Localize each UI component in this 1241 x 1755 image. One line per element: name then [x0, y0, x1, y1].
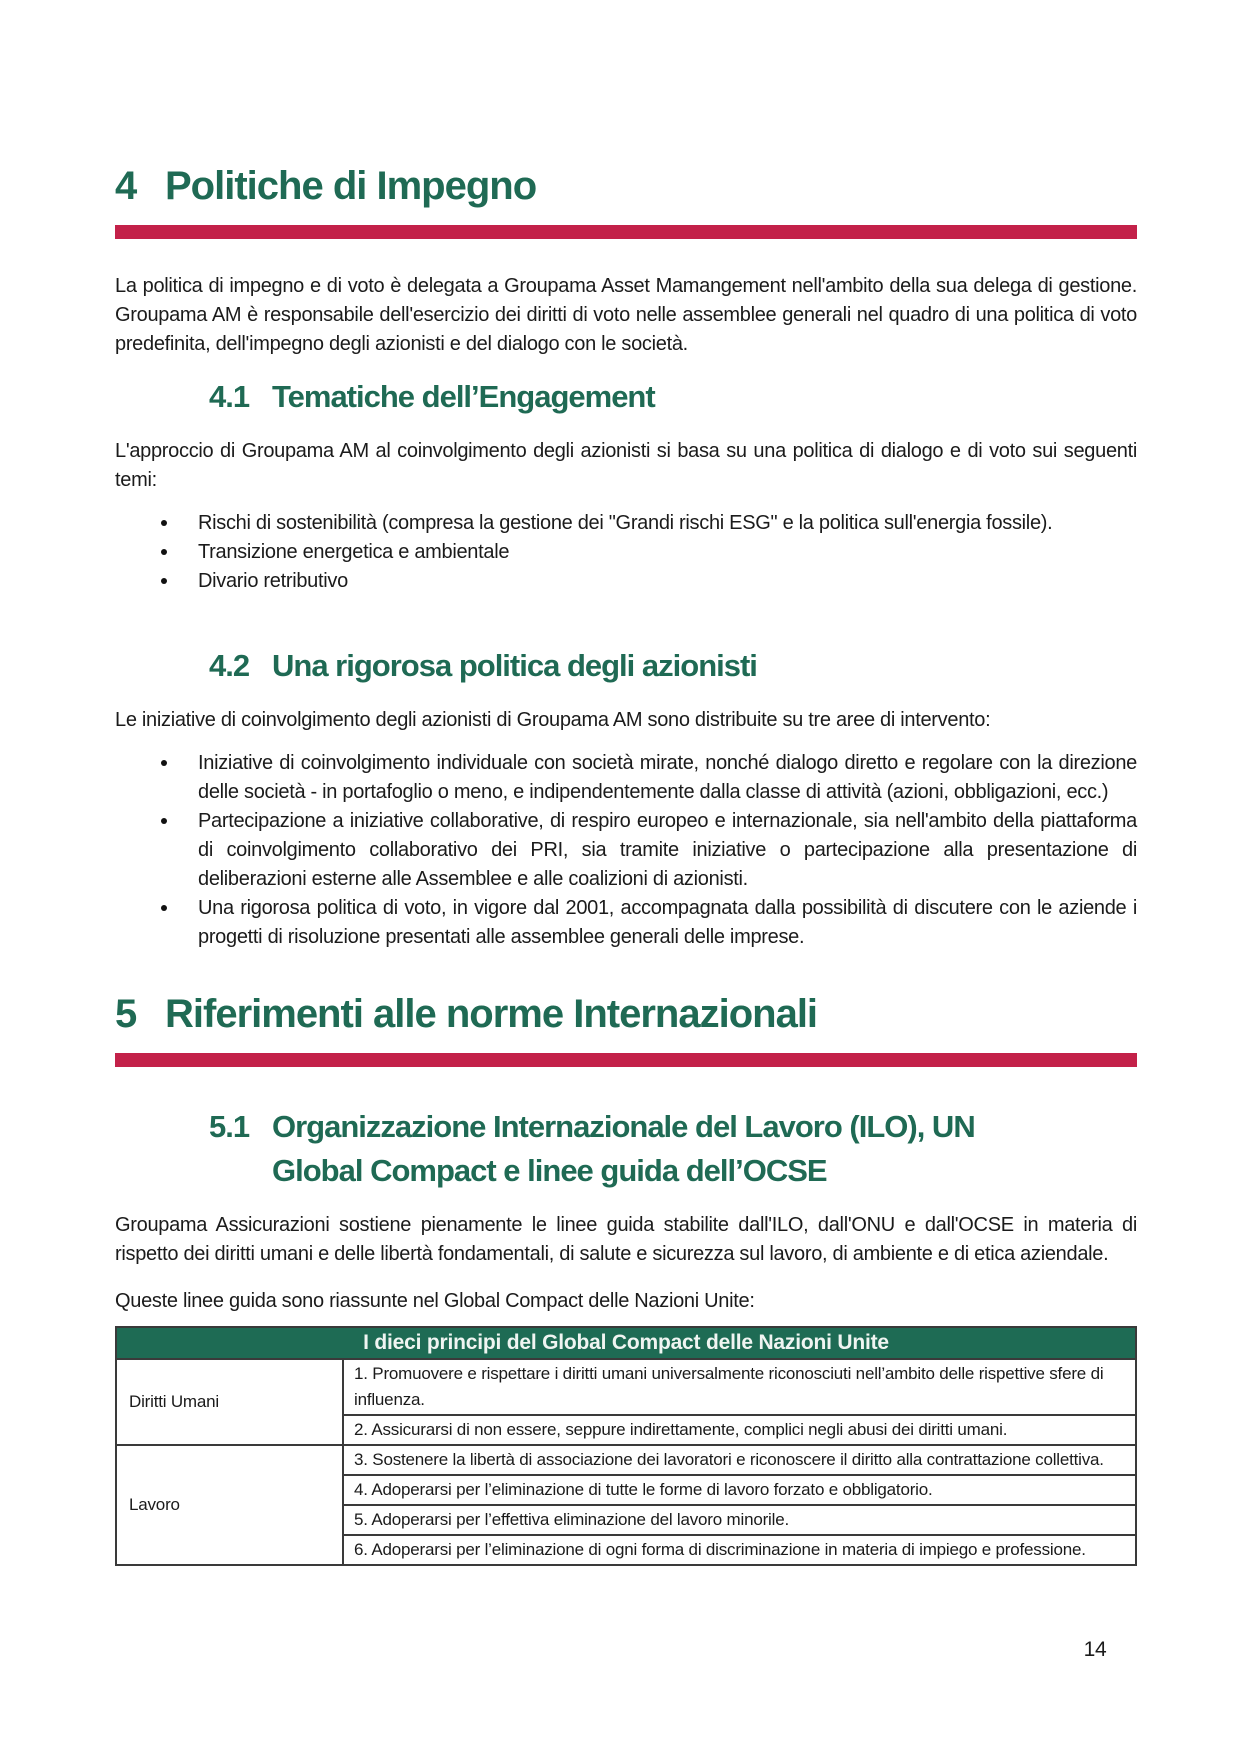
- section-5-1-heading: [209, 1105, 1137, 1193]
- section-5-1-title-line1: Organizzazione Internazionale del Lavoro (ILO), UN: [272, 1109, 975, 1144]
- section-4-1-heading: [209, 375, 1137, 419]
- list-item: Rischi di sostenibilità (compresa la gestione dei "Grandi rischi ESG" e la politica sull'energia fossile).: [115, 509, 1137, 538]
- list-item: Partecipazione a iniziative collaborative, di respiro europeo e internazionale, sia nell'ambito della piattaforma di coinvolgimento collaborativo dei PRI, sia tramite iniziative o partecipazione alla presentazione di deliberazioni esterne alle Assemblee e alle coalizioni di azionisti.: [115, 807, 1137, 894]
- table-group-label-lavoro: Lavoro: [116, 1445, 343, 1565]
- section-4-2-title: Una rigorosa politica degli azionisti: [272, 648, 757, 683]
- section-4-1-number: 4.1: [209, 379, 250, 414]
- table-cell-principle-4: 4. Adoperarsi per l’eliminazione di tutte le forme di lavoro forzato e obbligatorio.: [343, 1475, 1136, 1505]
- section-4-2-bullet-list: [115, 749, 1137, 952]
- section-4-number: 4: [115, 164, 137, 208]
- table-cell-principle-2: 2. Assicurarsi di non essere, seppure indirettamente, complici negli abusi dei diritti umani.: [343, 1415, 1136, 1445]
- section-4-intro-paragraph: La politica di impegno e di voto è delegata a Groupama Asset Mamangement nell'ambito della sua delega di gestione. Groupama AM è responsabile dell'esercizio dei diritti di voto nelle assemblee generali nel quadro di una politica di voto predefinita, dell'impegno degli azionisti e del dialogo con le società.: [115, 275, 1137, 355]
- page-number: 14: [1083, 1638, 1107, 1661]
- table-row: [116, 1445, 1136, 1475]
- table-cell-principle-6: 6. Adoperarsi per l’eliminazione di ogni forma di discriminazione in materia di impiego e professione.: [343, 1535, 1136, 1565]
- table-title: I dieci principi del Global Compact delle Nazioni Unite: [116, 1327, 1136, 1359]
- section-4-2-heading: [209, 644, 1137, 688]
- section-5-1-title: [272, 1105, 975, 1193]
- table-header-row: [116, 1327, 1136, 1359]
- table-cell-principle-5: 5. Adoperarsi per l’effettiva eliminazione del lavoro minorile.: [343, 1505, 1136, 1535]
- section-5-title: Riferimenti alle norme Internazionali: [165, 992, 818, 1036]
- section-4-1-intro-paragraph: L'approccio di Groupama AM al coinvolgimento degli azionisti si basa su una politica di dialogo e di voto sui seguenti temi:: [115, 440, 1137, 491]
- section-5-heading: [115, 988, 1137, 1040]
- section-4-2-intro-paragraph: Le iniziative di coinvolgimento degli azionisti di Groupama AM sono distribuite su tre aree di intervento:: [115, 709, 991, 731]
- list-item: Iniziative di coinvolgimento individuale con società mirate, nonché dialogo diretto e regolare con la direzione delle società - in portafoglio o meno, e indipendentemente dalla classe di attività (azioni, obbligazioni, ecc.): [115, 749, 1137, 807]
- section-4-accent-bar: [115, 225, 1137, 239]
- page-content: [115, 0, 1137, 1566]
- table-row: [116, 1359, 1136, 1415]
- section-4-1-bullet-list: [115, 509, 1137, 596]
- section-5-1-paragraph: Groupama Assicurazioni sostiene pienamente le linee guida stabilite dall'ILO, dall'ONU e dall'OCSE in materia di rispetto dei diritti umani e delle libertà fondamentali, di salute e sicurezza sul lavoro, di ambiente e di etica aziendale.: [115, 1214, 1137, 1265]
- section-5-number: 5: [115, 992, 137, 1036]
- table-cell-principle-3: 3. Sostenere la libertà di associazione dei lavoratori e riconoscere il diritto alla contrattazione collettiva.: [343, 1445, 1136, 1475]
- section-4-title: Politiche di Impegno: [165, 164, 537, 208]
- section-4-heading: [115, 160, 1137, 212]
- table-group-label-diritti-umani: Diritti Umani: [116, 1359, 343, 1445]
- section-5-1-number: 5.1: [209, 1109, 250, 1144]
- section-5-1-title-line2: Global Compact e linee guida dell’OCSE: [272, 1153, 827, 1188]
- list-item: Una rigorosa politica di voto, in vigore dal 2001, accompagnata dalla possibilità di discutere con le aziende i progetti di risoluzione presentati alle assemblee generali delle imprese.: [115, 894, 1137, 952]
- section-4-1-title: Tematiche dell’Engagement: [272, 379, 655, 414]
- list-item: Transizione energetica e ambientale: [115, 538, 1137, 567]
- table-cell-principle-1: 1. Promuovere e rispettare i diritti umani universalmente riconosciuti nell’ambito delle rispettive sfere di influenza.: [343, 1359, 1136, 1415]
- table-intro-paragraph: Queste linee guida sono riassunte nel Global Compact delle Nazioni Unite:: [115, 1290, 755, 1312]
- list-item: Divario retributivo: [115, 567, 1137, 596]
- section-5-accent-bar: [115, 1053, 1137, 1067]
- section-4-2-number: 4.2: [209, 648, 250, 683]
- global-compact-table: [115, 1326, 1137, 1566]
